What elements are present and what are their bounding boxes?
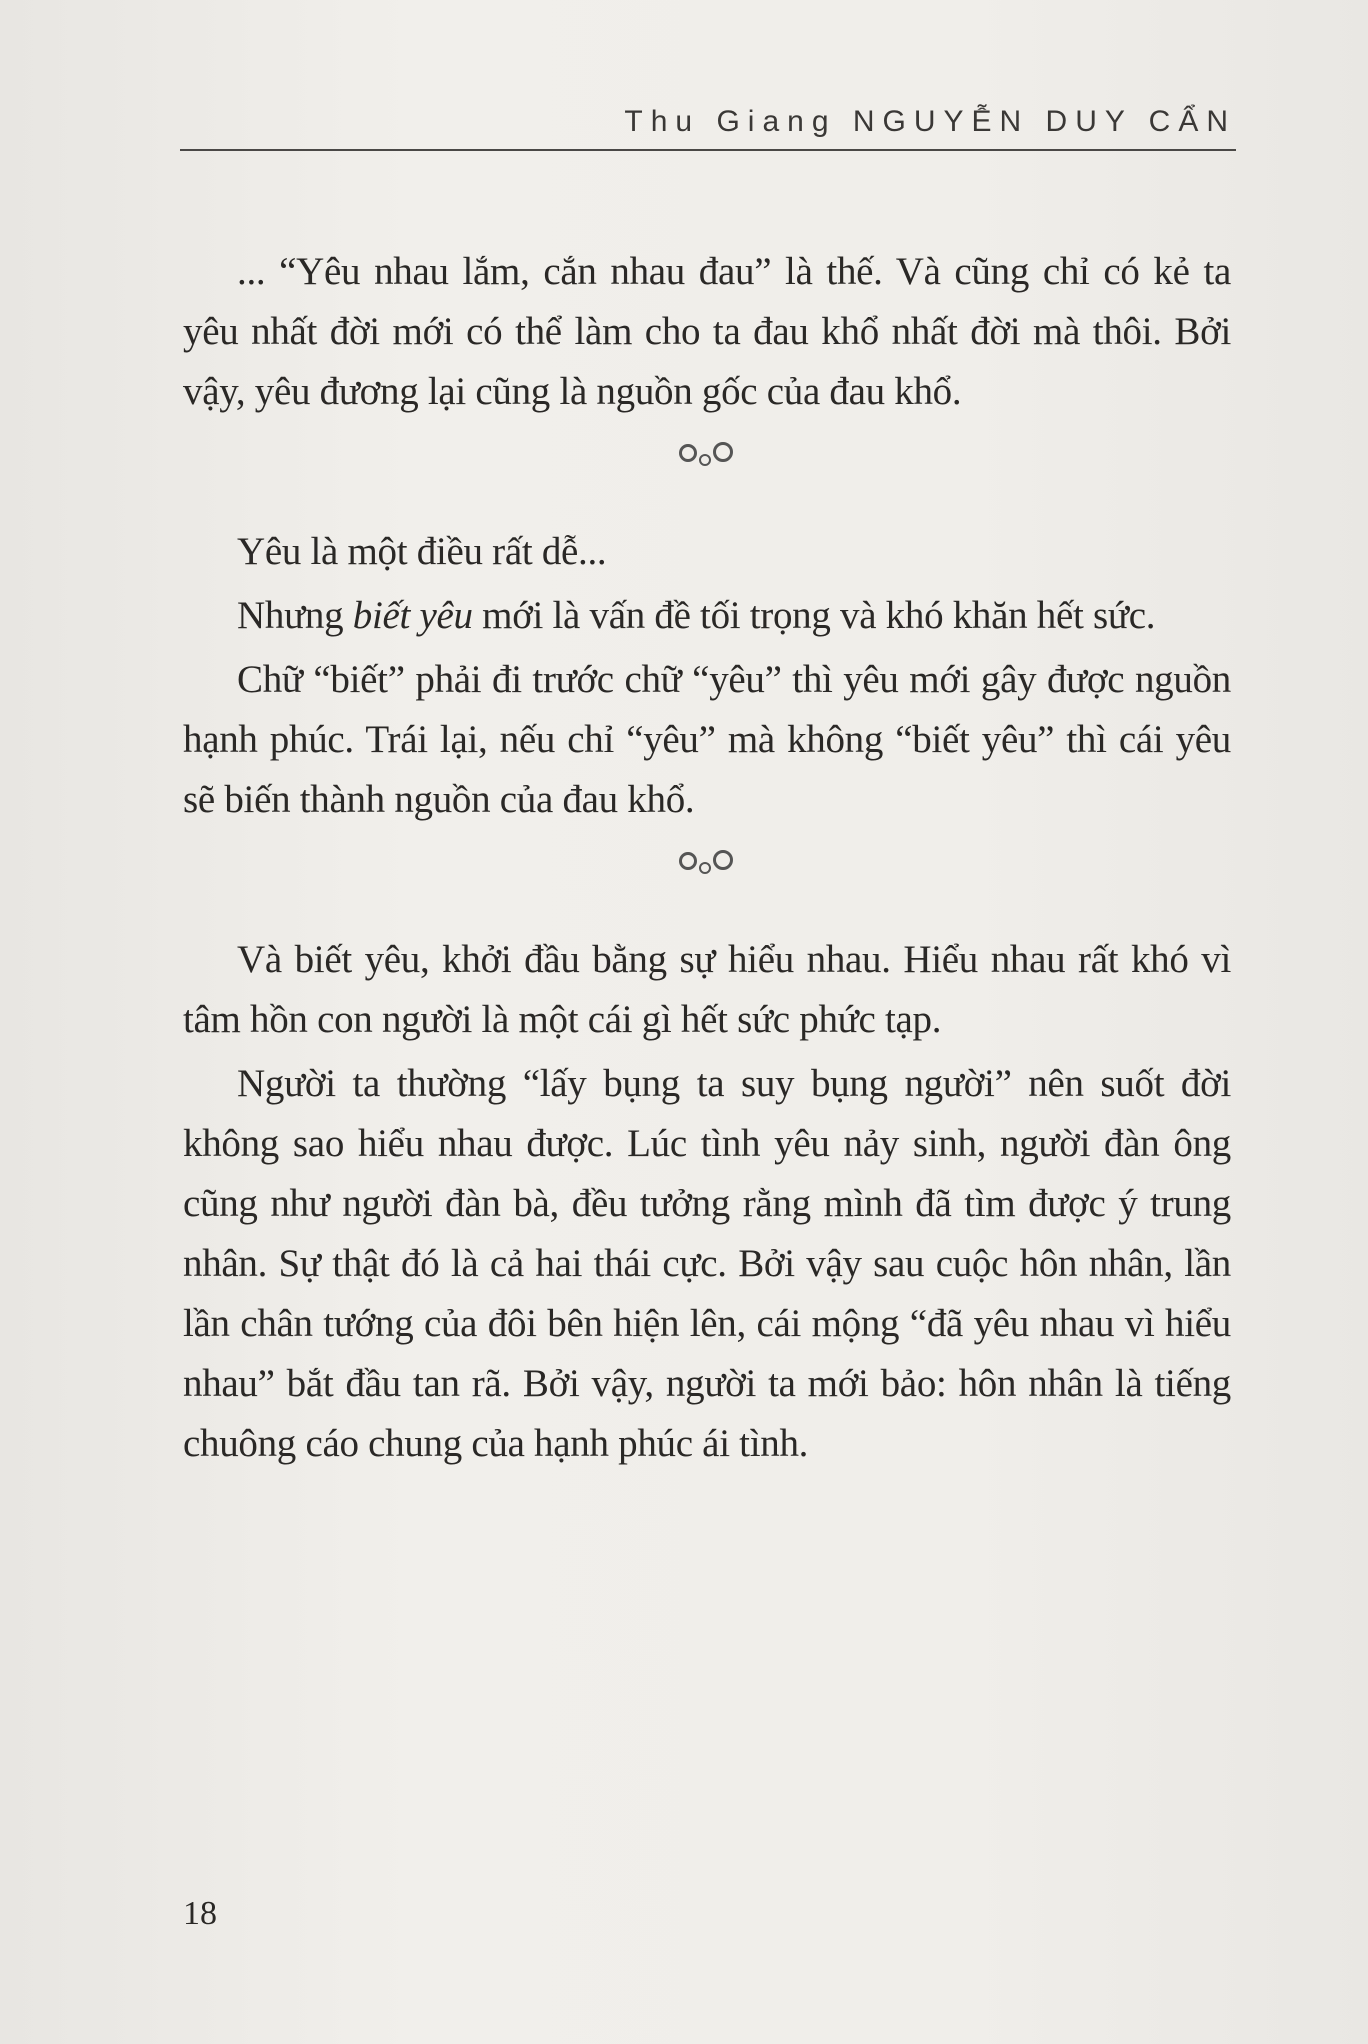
- page-body: [183, 242, 1231, 1474]
- paragraph: ... “Yêu nhau lắm, cắn nhau đau” là thế. Và cũng chỉ có kẻ ta yêu nhất đời mới có thể làm cho ta đau khổ nhất đời mà thôi. Bởi vậy, yêu đương lại cũng là nguồn gốc của đau khổ.: [183, 250, 1231, 413]
- section-separator: [183, 830, 1231, 890]
- paragraph: Và biết yêu, khởi đầu bằng sự hiểu nhau. Hiểu nhau rất khó vì tâm hồn con người là một cái gì hết sức phức tạp.: [183, 938, 1231, 1041]
- author-name: Thu Giang NGUYỄN DUY CẨN: [624, 105, 1236, 138]
- ornament-circles-icon: [679, 852, 735, 882]
- italic-emphasis: biết yêu: [352, 594, 473, 637]
- paragraph: Yêu là một điều rất dễ...: [237, 530, 607, 573]
- text: mới là vấn đề tối trọng và khó khăn hết sức.: [472, 594, 1156, 637]
- header-rule: [180, 149, 1236, 151]
- paragraph: Chữ “biết” phải đi trước chữ “yêu” thì yêu mới gây được nguồn hạnh phúc. Trái lại, nếu chỉ “yêu” mà không “biết yêu” thì cái yêu sẽ biến thành nguồn của đau khổ.: [183, 658, 1231, 821]
- section-separator: [183, 422, 1231, 482]
- ornament-circles-icon: [679, 444, 735, 474]
- running-header: [180, 105, 1236, 139]
- paragraph: [183, 586, 1231, 646]
- text: Nhưng: [237, 594, 353, 637]
- paragraph: Người ta thường “lấy bụng ta suy bụng người” nên suốt đời không sao hiểu nhau được. Lúc tình yêu nảy sinh, người đàn ông cũng như người đàn bà, đều tưởng rằng mình đã tìm được ý trung nhân. Sự thật đó là cả hai thái cực. Bởi vậy sau cuộc hôn nhân, lần lần chân tướng của đôi bên hiện lên, cái mộng “đã yêu nhau vì hiểu nhau” bắt đầu tan rã. Bởi vậy, người ta mới bảo: hôn nhân là tiếng chuông cáo chung của hạnh phúc ái tình.: [183, 1062, 1231, 1465]
- page-number: 18: [183, 1895, 217, 1932]
